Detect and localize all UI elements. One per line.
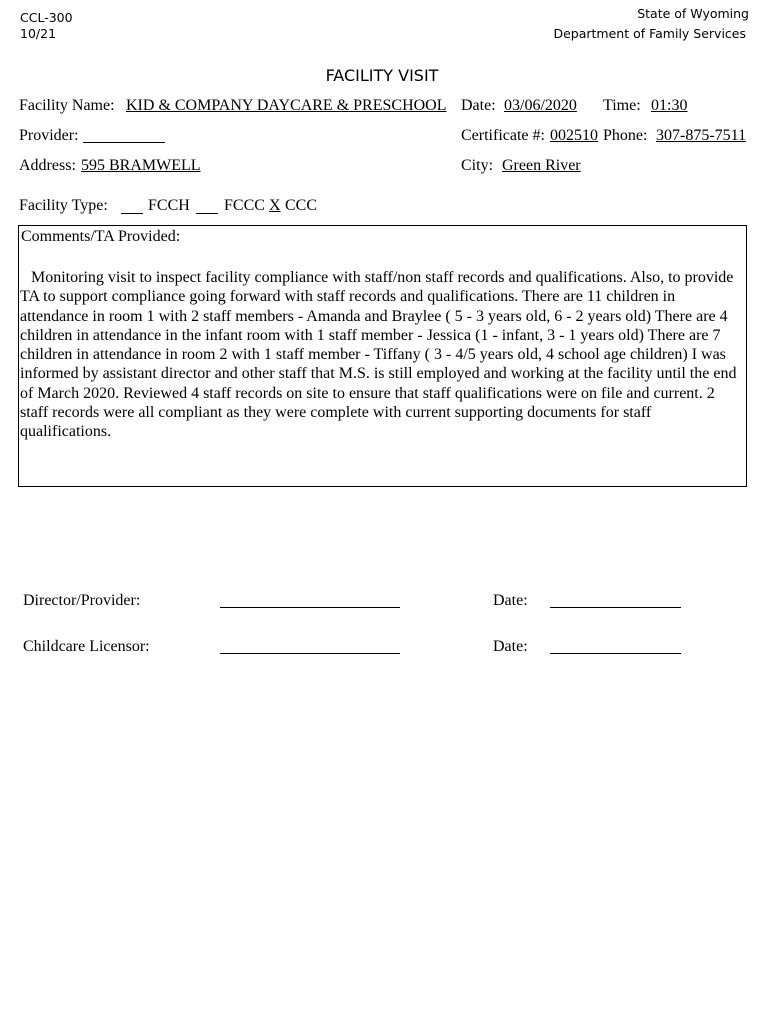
address-label: Address:: [19, 157, 76, 174]
certificate-value: 002510: [550, 127, 598, 144]
time-label: Time:: [603, 97, 641, 114]
department-name: Department of Family Services: [553, 26, 746, 41]
facility-name-value: KID & COMPANY DAYCARE & PRESCHOOL: [126, 97, 447, 114]
fcch-blank: [121, 213, 143, 214]
ccc-option: CCC: [285, 197, 318, 214]
facility-name-label: Facility Name:: [19, 97, 115, 114]
form-code: CCL-300: [20, 10, 73, 25]
licensor-label: Childcare Licensor:: [23, 638, 150, 655]
fcch-option: FCCH: [148, 197, 190, 214]
comments-title: Comments/TA Provided:: [21, 228, 181, 245]
ccc-selected-mark: X: [269, 197, 281, 214]
provider-blank: [83, 142, 165, 143]
address-value: 595 BRAMWELL: [81, 157, 201, 174]
form-date: 10/21: [20, 26, 57, 41]
comments-text: Monitoring visit to inspect facility compliance with staff/non staff records and qualifications. Also, to provide TA to support compliance going forward with staff records and qualifications. There are 11 children in attendance in room 1 with 2 staff members - Amanda and Braylee ( 5 - 3 years old, 6 - 2 years old) There are 4 children in attendance in the infant room with 1 staff member - Jessica (1 - infant, 3 - 1 years old) There are 7 children in attendance in room 2 with 1 staff member - Tiffany ( 3 - 4/5 years old, 4 school age children) I was informed by assistant director and other staff that M.S. is still employed and working at the facility until the end of March 2020. Reviewed 4 staff records on site to ensure that staff qualifications were on file and current. 2 staff records were all compliant as they were complete with current supporting documents for staff qualifications.: [20, 269, 737, 441]
phone-label: Phone:: [603, 127, 648, 144]
licensor-date-label: Date:: [493, 638, 528, 655]
director-signature-line: [220, 607, 400, 608]
certificate-label: Certificate #:: [461, 127, 545, 144]
facility-type-label: Facility Type:: [19, 197, 108, 214]
date-label: Date:: [461, 97, 496, 114]
provider-label: Provider:: [19, 127, 79, 144]
phone-value: 307-875-7511: [656, 127, 747, 144]
comments-box: [18, 225, 747, 487]
fccc-blank: [196, 213, 218, 214]
city-value: Green River: [502, 157, 581, 174]
state-name: State of Wyoming: [637, 6, 749, 21]
director-date-label: Date:: [493, 592, 528, 609]
time-value: 01:30: [651, 97, 688, 114]
date-value: 03/06/2020: [504, 97, 577, 114]
director-label: Director/Provider:: [23, 592, 141, 609]
page-title: FACILITY VISIT: [325, 66, 439, 85]
licensor-signature-line: [220, 653, 400, 654]
fccc-option: FCCC: [224, 197, 265, 214]
licensor-date-line: [550, 653, 681, 654]
city-label: City:: [461, 157, 494, 174]
director-date-line: [550, 607, 681, 608]
